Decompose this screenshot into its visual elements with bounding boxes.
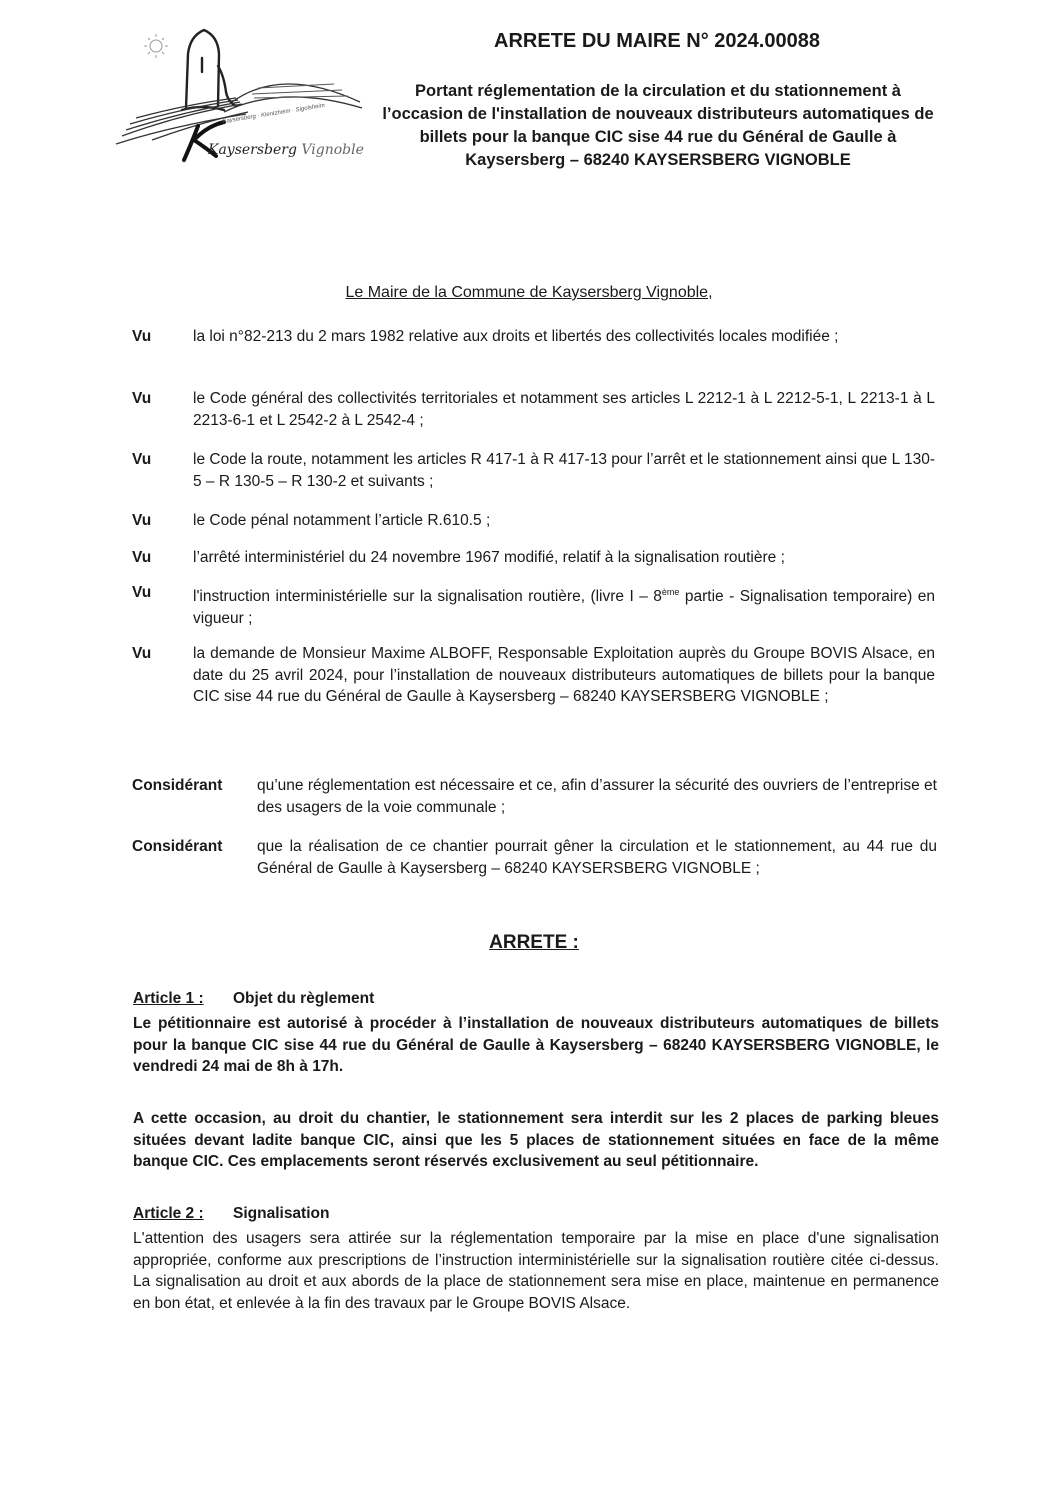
vu-item-instruction xyxy=(193,582,935,629)
sun-icon xyxy=(144,34,168,58)
article-2-heading xyxy=(133,1205,329,1223)
instruction-text-before: l'instruction interministérielle sur la signalisation routière, (livre I – 8 xyxy=(193,588,662,606)
article-number: Article 1 : xyxy=(133,990,204,1007)
decree-title: ARRETE DU MAIRE N° 2024.00088 xyxy=(494,30,820,52)
vu-label: Vu xyxy=(132,549,152,566)
vu-item: le Code la route, notamment les articles R 417-1 à R 417-13 pour l’arrêt et le stationnement ainsi que L 130-5 – R 130-5 – R 130-2 et suivants ; xyxy=(193,451,935,490)
article-1-heading xyxy=(133,990,374,1008)
logo-name-second: Vignoble xyxy=(301,142,364,158)
vu-label: Vu xyxy=(132,451,152,468)
article-1-paragraph-2: A cette occasion, au droit du chantier, le stationnement sera interdit sur les 2 places de parking bleues situées devant ladite banque CIC, ainsi que les 5 places de stationnement situées en face de la même banque CIC. Ces emplacements seront réservés exclusivement au seul pétitionnaire. xyxy=(133,1110,939,1170)
instruction-superscript: ème xyxy=(661,587,680,597)
vu-label: Vu xyxy=(132,645,152,662)
vu-label: Vu xyxy=(132,584,152,601)
vu-item: l’arrêté interministériel du 24 novembre 1967 modifié, relatif à la signalisation routière ; xyxy=(193,549,785,566)
vu-item: la loi n°82-213 du 2 mars 1982 relative aux droits et libertés des collectivités locales modifiée ; xyxy=(193,328,839,345)
considerant-label: Considérant xyxy=(132,838,223,855)
decree-subtitle: Portant réglementation de la circulation et du stationnement à l’occasion de l'installation de nouveaux distributeurs automatiques de billets pour la banque CIC sise 44 rue du Général de Gaulle à Kaysersberg – 68240 KAYSERSBERG VIGNOBLE xyxy=(382,82,934,169)
vu-label: Vu xyxy=(132,390,152,407)
mayor-intro: Le Maire de la Commune de Kaysersberg Vignoble, xyxy=(345,284,713,301)
commune-logo xyxy=(112,18,374,168)
considerant-item: qu’une réglementation est nécessaire et ce, afin d’assurer la sécurité des ouvriers de l’entreprise et des usagers de la voie communale ; xyxy=(257,777,937,816)
vu-label: Vu xyxy=(132,512,152,529)
logo-name xyxy=(208,142,364,158)
vineyard-hills-icon xyxy=(116,84,362,144)
vu-item: la demande de Monsieur Maxime ALBOFF, Responsable Exploitation auprès du Groupe BOVIS Alsace, en date du 25 avril 2024, pour l’installation de nouveaux distributeurs automatiques de billets pour la banque CIC sise 44 rue du Général de Gaulle à Kaysersberg – 68240 KAYSERSBERG VIGNOBLE ; xyxy=(193,645,935,705)
vu-item: le Code pénal notamment l’article R.610.5 ; xyxy=(193,512,491,529)
considerant-item: que la réalisation de ce chantier pourrait gêner la circulation et le stationnement, au 44 rue du Général de Gaulle à Kaysersberg – 68240 KAYSERSBERG VIGNOBLE ; xyxy=(257,838,937,877)
article-title: Signalisation xyxy=(233,1205,330,1222)
logo-subtext: Kaysersberg · Kientzheim · Sigolsheim xyxy=(222,102,326,126)
instruction-text-after: partie - Signalisation temporaire) en vigueur ; xyxy=(193,588,935,627)
article-1-paragraph-1: Le pétitionnaire est autorisé à procéder à l’installation de nouveaux distributeurs automatiques de billets pour la banque CIC sise 44 rue du Général de Gaulle à Kaysersberg – 68240 KAYSERSBERG VIGNOBLE, le vendredi 24 mai de 8h à 17h. xyxy=(133,1015,939,1075)
article-2-paragraph-1: L'attention des usagers sera attirée sur la réglementation temporaire par la mise en place d'une signalisation appropriée, conforme aux prescriptions de l’instruction interministérielle sur la signalisation routière citée ci-dessus. La signalisation au droit et aux abords de la place de stationnement sera mise en place, maintenue en permanence en bon état, et enlevée à la fin des travaux par le Groupe BOVIS Alsace. xyxy=(133,1230,939,1312)
logo-name-first: Kaysersberg xyxy=(208,142,297,158)
vu-label: Vu xyxy=(132,328,152,345)
castle-tower-icon xyxy=(182,30,236,110)
arrete-heading: ARRETE : xyxy=(489,932,579,953)
considerant-label: Considérant xyxy=(132,777,223,794)
article-title: Objet du règlement xyxy=(233,990,375,1007)
vu-item: le Code général des collectivités territoriales et notamment ses articles L 2212-1 à L 2212-5-1, L 2213-1 à L 2213-6-1 et L 2542-2 à L 2542-4 ; xyxy=(193,390,935,429)
article-number: Article 2 : xyxy=(133,1205,204,1222)
